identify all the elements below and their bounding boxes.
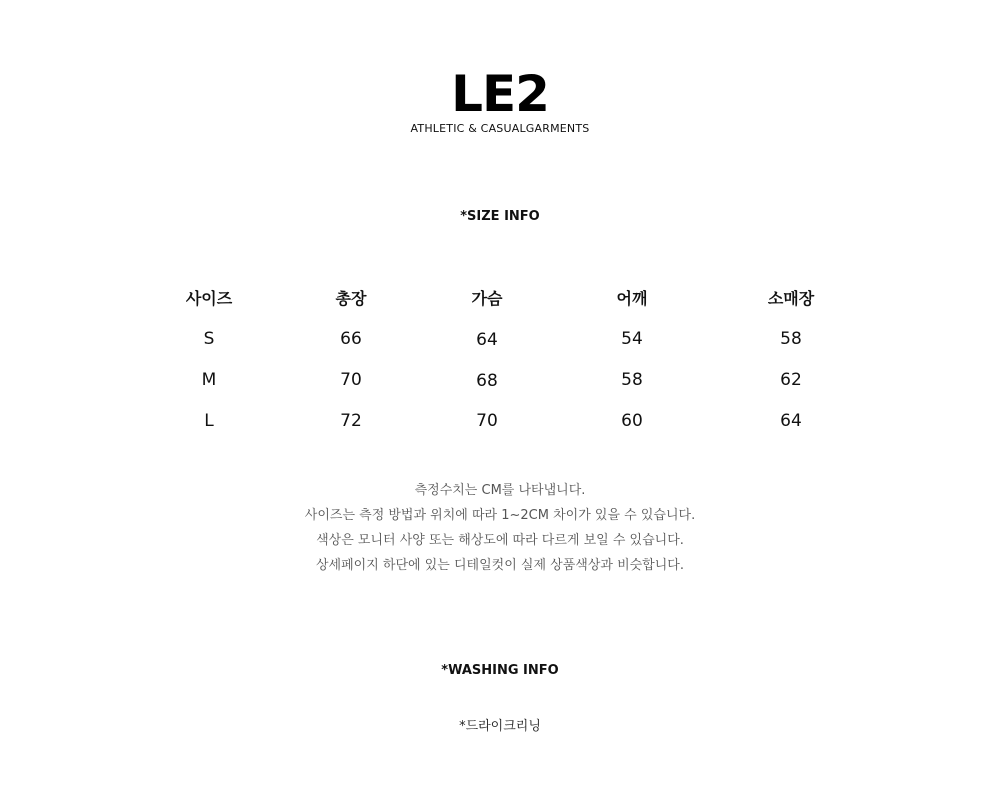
table-cell: L [204,411,214,431]
table-cell: 54 [621,329,643,349]
table-cell: 72 [340,411,362,431]
brand-tagline: ATHLETIC & CASUALGARMENTS [410,122,590,135]
column-header: 사이즈 [185,289,233,308]
column-header: 총장 [335,289,367,308]
table-cell: 60 [621,411,643,431]
table-cell: 68 [476,371,498,391]
column-header: 소매장 [767,289,815,308]
note-line: 상세페이지 하단에 있는 디테일컷이 실제 상품색상과 비슷합니다. [316,558,684,573]
table-cell: 58 [621,370,643,390]
size-info-title: *SIZE INFO [460,209,540,224]
table-cell: S [203,329,215,349]
note-line: 색상은 모니터 사양 또는 해상도에 따라 다르게 보일 수 있습니다. [316,533,684,548]
brand-logo: LE2 [451,65,549,123]
note-line: 측정수치는 CM를 나타냅니다. [414,483,586,498]
column-header: 가슴 [471,289,503,308]
table-cell: M [201,370,217,390]
column-header: 어깨 [616,289,648,308]
table-cell: 70 [476,411,498,431]
table-cell: 66 [340,329,362,349]
table-cell: 64 [780,411,802,431]
table-cell: 58 [780,329,802,349]
table-cell: 64 [476,330,498,350]
washing-instruction: *드라이크리닝 [459,719,541,734]
size-notes [0,478,1000,578]
size-table [140,283,860,443]
table-cell: 70 [340,370,362,390]
table-cell: 62 [780,370,802,390]
note-line: 사이즈는 측정 방법과 위치에 따라 1~2CM 차이가 있을 수 있습니다. [304,508,696,523]
washing-info-title: *WASHING INFO [441,663,559,678]
